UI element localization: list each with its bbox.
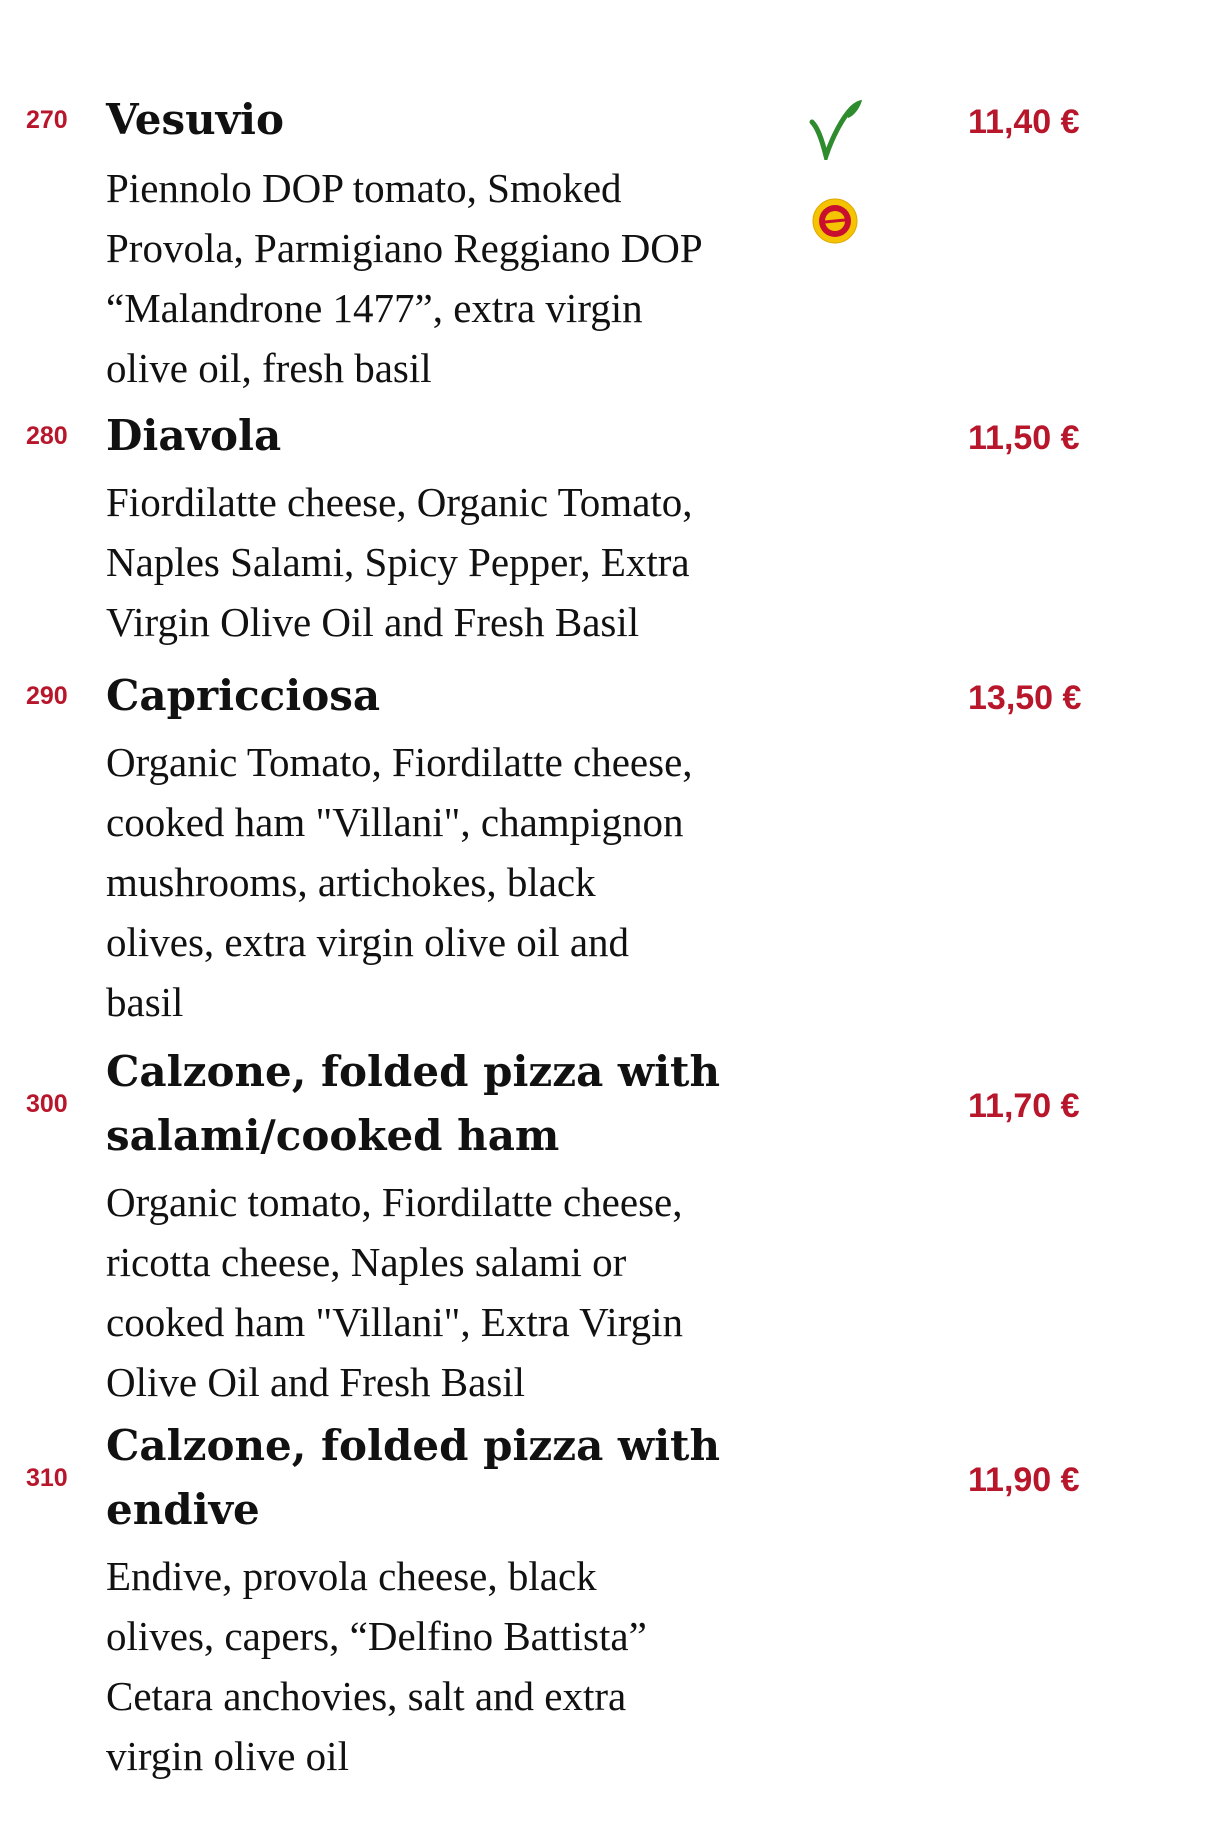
item-name: Vesuvio xyxy=(106,95,285,144)
item-price: 11,70 € xyxy=(968,1087,1080,1125)
item-price: 11,50 € xyxy=(968,419,1080,457)
vegetarian-check-icon xyxy=(808,98,864,160)
item-description: Organic tomato, Fiordilatte cheese, ricotta cheese, Naples salami or cooked ham "Villani", Extra Virgin Olive Oil and Fresh Basil xyxy=(106,1179,684,1405)
item-description: Endive, provola cheese, black olives, capers, “Delfino Battista” Cetara anchovies, salt and extra virgin olive oil xyxy=(106,1553,647,1779)
item-name: Calzone, folded pizza with salami/cooked ham xyxy=(106,1047,720,1160)
item-number: 290 xyxy=(26,682,68,710)
item-number: 270 xyxy=(26,106,68,134)
dop-seal-icon xyxy=(812,198,858,244)
item-number: 310 xyxy=(26,1464,68,1492)
item-description: Piennolo DOP tomato, Smoked Provola, Parmigiano Reggiano DOP “Malandrone 1477”, extra virgin olive oil, fresh basil xyxy=(106,165,703,391)
item-description: Organic Tomato, Fiordilatte cheese, cooked ham "Villani", champignon mushrooms, artichokes, black olives, extra virgin olive oil and basil xyxy=(106,739,693,1025)
item-number: 280 xyxy=(26,422,68,450)
item-price: 13,50 € xyxy=(968,679,1082,717)
item-price: 11,40 € xyxy=(968,103,1080,141)
item-name: Capricciosa xyxy=(106,671,381,720)
item-price: 11,90 € xyxy=(968,1461,1080,1499)
item-number: 300 xyxy=(26,1090,68,1118)
item-name: Calzone, folded pizza with endive xyxy=(106,1421,720,1534)
item-description: Fiordilatte cheese, Organic Tomato, Naples Salami, Spicy Pepper, Extra Virgin Olive Oil and Fresh Basil xyxy=(106,479,693,645)
item-name: Diavola xyxy=(106,411,282,460)
